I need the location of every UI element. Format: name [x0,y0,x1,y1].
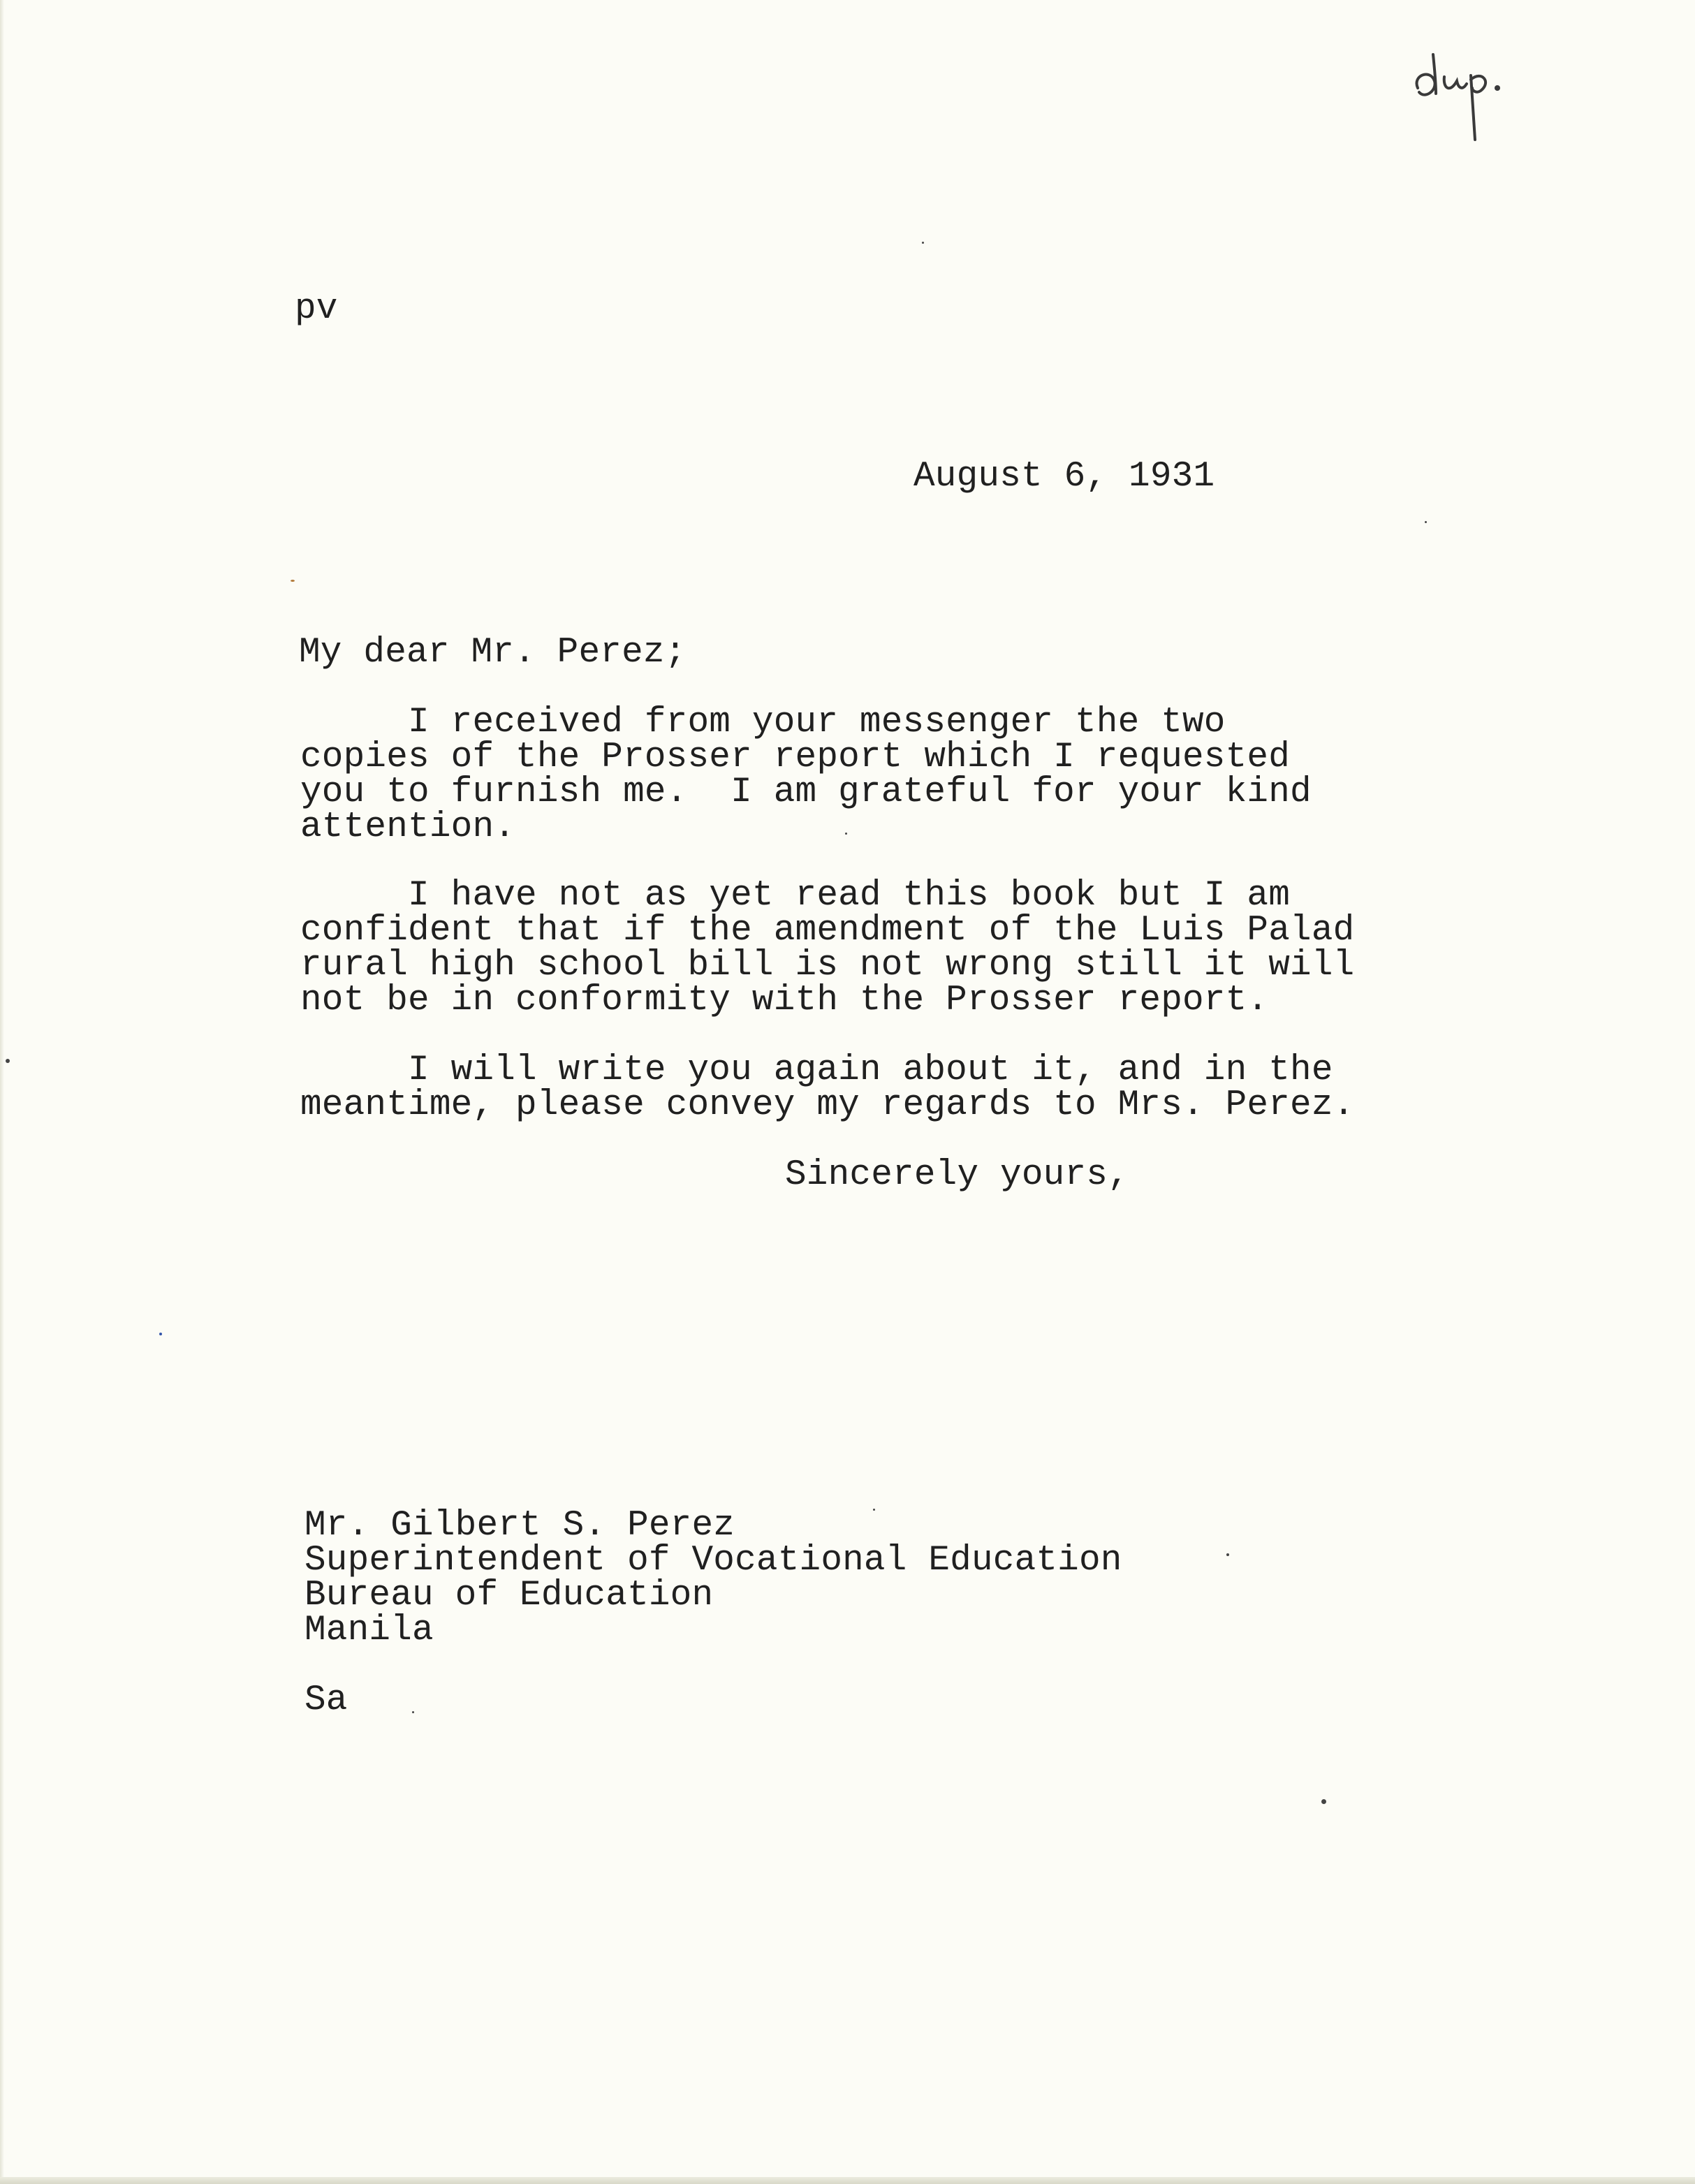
typist-initials-top: pv [295,289,338,329]
recipient-office: Bureau of Education [304,1576,714,1615]
scan-footer-strip [0,2177,1695,2184]
scan-speck [845,833,847,835]
scan-speck [412,1711,414,1713]
body-line: I will write you again about it, and in the [300,1050,1333,1090]
body-line: not be in conformity with the Prosser report. [300,981,1269,1020]
recipient-title: Superintendent of Vocational Education [304,1541,1122,1581]
body-line: rural high school bill is not wrong still it will [300,946,1355,985]
recipient-name: Mr. Gilbert S. Perez [304,1506,735,1546]
scan-speck [1226,1553,1229,1556]
scan-speck [1425,521,1427,523]
scan-speck [1321,1799,1326,1804]
letter-date: August 6, 1931 [913,457,1215,497]
scan-speck [922,242,924,244]
typist-initials-bottom: Sa [304,1680,348,1720]
scan-speck [6,1059,10,1063]
handwritten-annotation [1404,27,1516,145]
body-line: you to furnish me. I am grateful for your kind [300,772,1312,812]
closing: Sincerely yours, [785,1155,1129,1195]
scan-edge [0,0,4,2184]
recipient-city: Manila [304,1611,434,1650]
scan-speck [159,1333,162,1335]
salutation: My dear Mr. Perez; [299,633,687,673]
body-line: I received from your messenger the two [300,703,1226,742]
body-line: attention. [300,807,516,847]
scan-speck [291,580,295,582]
body-line: confident that if the amendment of the Luis Palad [300,911,1355,951]
scan-speck [873,1509,875,1511]
body-line: I have not as yet read this book but I am [300,876,1291,916]
body-line: copies of the Prosser report which I requested [300,738,1291,777]
body-line: meantime, please convey my regards to Mrs. Perez. [300,1085,1355,1125]
